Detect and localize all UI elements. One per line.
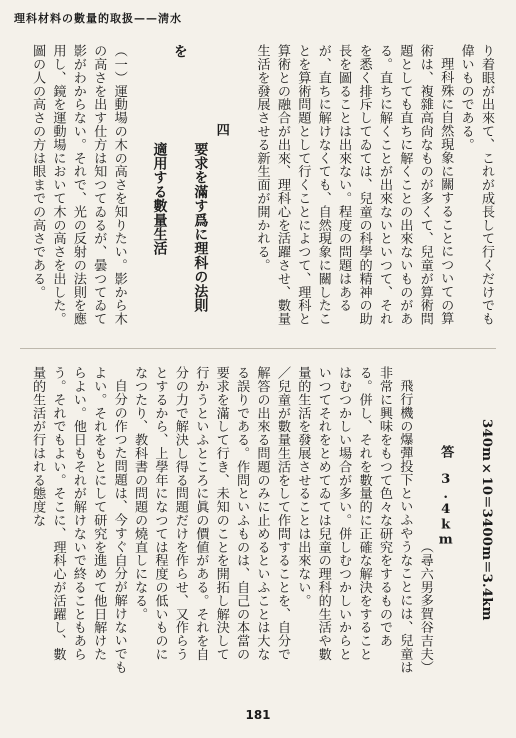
page-number: 181 <box>245 708 271 722</box>
section-number: 四 <box>213 123 229 137</box>
paragraph-unsolved-problems: 自分の作つた問題は、今すぐ自分が解けないでもよい。それをもとにして研究を進めて他日解けたらよい。他日もそれが解けないで終ることもあらう。それでもよい。そこに、理科心が活躍し、數量的生活が行はれる態度な <box>30 366 127 674</box>
block-divider <box>20 348 496 349</box>
student-signature: （尋六男多賀谷吉夫） <box>417 540 433 674</box>
paragraph-problem-making: ／兒童が數量生活をして作問することを、自分で解答の出來る問題のみに止めるといふことは大なる誤りである。作問といふものは、自己の本當の要求を滿して行き、未知のことを開拓し解決して行かうといふところに眞の價値がある。それを自分の力で解決し得る問題だけを作らせ、又作らうとするから、上學年になつては程度の低いものになつたり、教科書の問題の燒直しになる。 <box>132 366 290 661</box>
blank-line <box>231 44 251 326</box>
example-paragraph-tree-height: （一）運動場の木の高さを知りたい。影から木の高さを出す仕方は知つてゐるが、曇つてゐて影がわからない。それで、光の反射の法則を應用し、鏡を運動場において木の高さを出した。圖の人の高さの方は眼までの高さである。 <box>30 44 127 326</box>
answer-line: 答 3.4km <box>438 445 454 548</box>
lower-text-block <box>27 366 496 674</box>
blank-line <box>129 44 149 326</box>
paragraph-science-arithmetic: 理科殊に自然現象に關することについての算術は、複雜高尙なものが多くて、兒童が算術問題としても直ちに解くことの出來ないものがある。直ちに解くことが出來ないといつて、それを悉く排斥してゐては、兒童の科學的精神の助長を圖ることは出來ない。程度の問題はあるが、直ちに解けなくても、自然現象に關したことを算術問題として行くことによつて、理科と算術との融合が出來、理科心を活躍させ、數量生活を發展させる新生面が開かれる。 <box>254 44 454 326</box>
paragraph-airplane-bombing: 飛行機の爆彈投下といふやうなことには、兒童は非常に興味をもつて色々な研究をするものである。併し、それを數量的に正確な解決をすることはむつかしい場合が多い。併しむつかしいからといつてそれをとめてゐては兒童の理科的生活や數量的生活を發展させることは出來ない。 <box>295 366 413 674</box>
continued-paragraph: り着眼が出來て、これが成長して行くだけでも偉いものである。 <box>458 44 494 326</box>
section-title-line-1: 要求を滿す爲に理科の法則を <box>171 44 209 313</box>
section-title-line-2: 適用する數量生活 <box>151 142 168 256</box>
upper-text-block <box>27 44 496 326</box>
running-head: 理科材料の數量的取扱——淸水 <box>14 12 182 25</box>
blank-line <box>455 366 475 674</box>
equation-line: 340m×10＝3400m＝3.4km <box>479 418 494 621</box>
